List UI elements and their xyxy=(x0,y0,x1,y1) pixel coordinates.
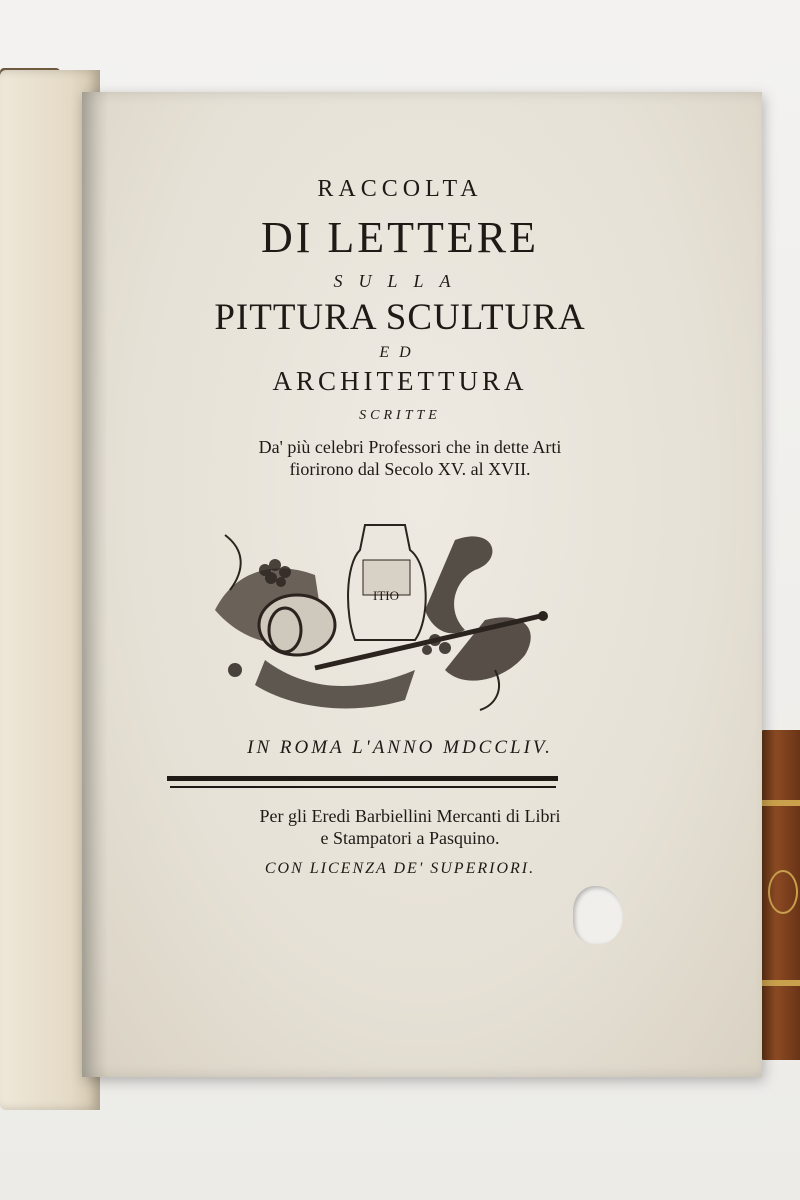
paper-hole xyxy=(573,886,623,944)
gilt-band xyxy=(760,980,800,986)
title-pittura-scultura: PITTURA SCULTURA xyxy=(214,297,586,338)
thick-rule xyxy=(167,776,558,781)
title-scritte: SCRITTE xyxy=(359,408,441,423)
title-sulla: SULLA xyxy=(333,271,467,291)
printers-vignette-illustration xyxy=(205,520,550,715)
printers-line-1: Per gli Eredi Barbiellini Mercanti di Libri xyxy=(259,806,561,826)
title-di-lettere: DI LETTERE xyxy=(260,213,540,262)
title-ed: ED xyxy=(379,344,421,361)
imprint-place-date: IN ROMA L'ANNO MDCCLIV. xyxy=(247,737,553,758)
subtitle-line-2: fiorirono dal Secolo XV. al XVII. xyxy=(289,459,531,479)
subtitle-line-1: Da' più celebri Professori che in dette Arti xyxy=(258,437,562,457)
vase-label: ITIO xyxy=(373,588,399,603)
title-raccolta: RACCOLTA xyxy=(317,176,483,202)
title-architettura: ARCHITETTURA xyxy=(272,366,528,396)
license-line: CON LICENZA DE' SUPERIORI. xyxy=(264,860,536,877)
thin-rule xyxy=(170,786,556,788)
printers-line-2: e Stampatori a Pasquino. xyxy=(320,828,500,848)
adjacent-book xyxy=(760,730,800,1060)
